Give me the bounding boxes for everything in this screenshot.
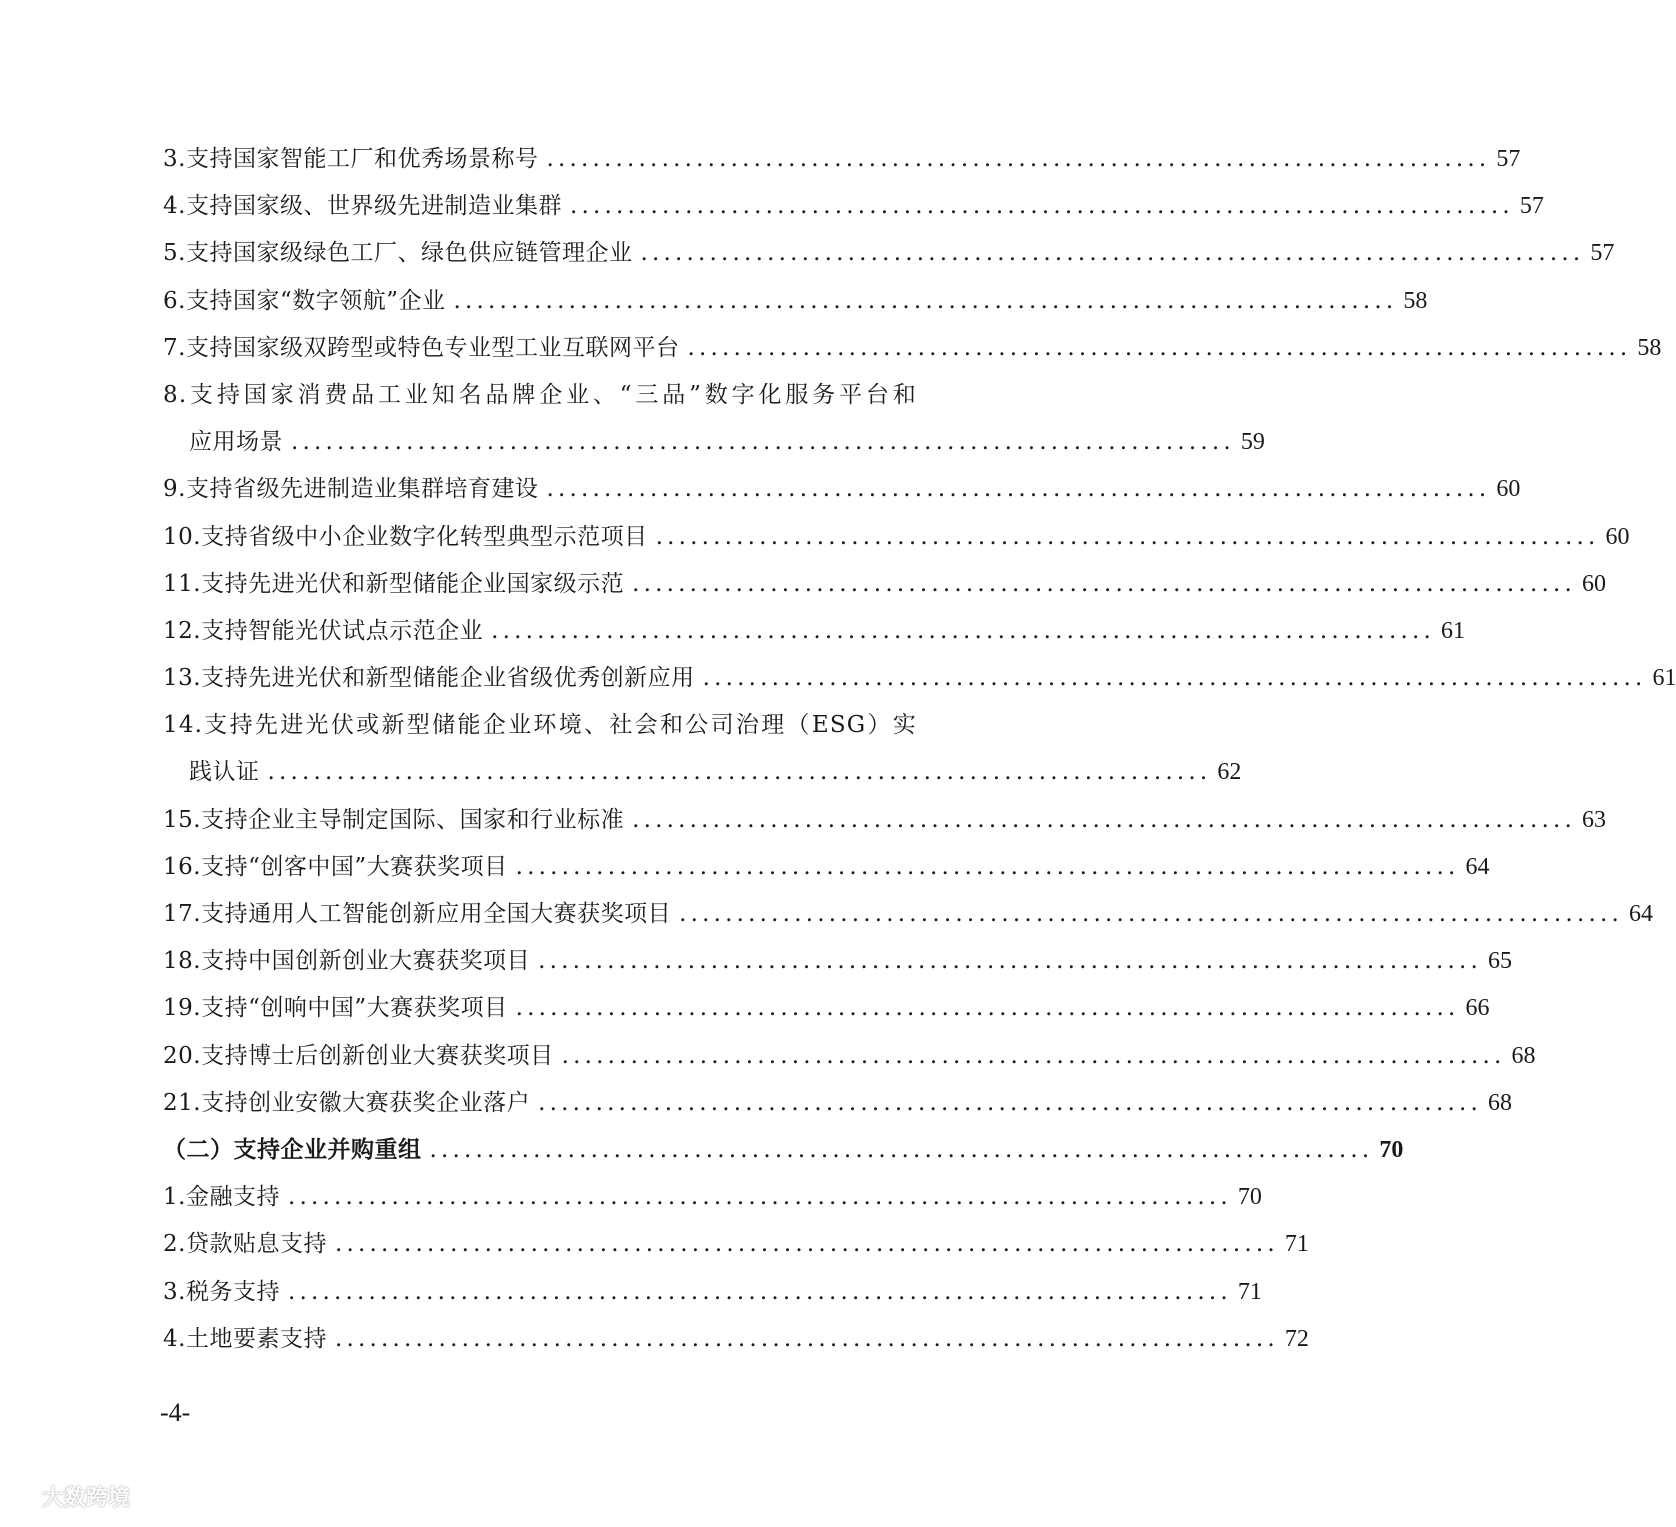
toc-entry[interactable] [163,230,1615,277]
toc-leader-dots: .................................................................................. [515,853,1460,880]
toc-entry[interactable] [163,1316,1309,1363]
toc-entry-title: 3.支持国家智能工厂和优秀场景称号 [163,146,539,172]
toc-entry-page: 71 [1284,1231,1309,1258]
page-number: -4- [160,1398,191,1427]
toc-entry-title: 19.支持“创响中国”大赛获奖项目 [163,995,508,1022]
toc-leader-dots: .................................................................................. [267,759,1212,786]
toc-leader-dots: .................................................................................. [702,665,1647,692]
toc-entry[interactable] [163,278,1428,325]
toc-leader-dots: .................................................................................. [287,1184,1232,1211]
toc-entry-page: 70 [1237,1184,1262,1211]
toc-leader-dots: .................................................................................. [632,806,1576,833]
toc-leader-dots: .................................................................................. [538,1089,1482,1116]
toc-leader-dots: .................................................................................. [632,570,1576,597]
toc-entry-title: 1.金融支持 [163,1184,280,1211]
toc-entry-title-line2: 应用场景 [189,429,283,456]
toc-entry-title: 10.支持省级中小企业数字化转型典型示范项目 [163,523,648,550]
toc-entry-title: 5.支持国家级绿色工厂、绿色供应链管理企业 [163,240,633,267]
toc-leader-dots: .................................................................................. [491,617,1435,644]
toc-entry-title: 4.土地要素支持 [163,1325,327,1352]
toc-entry-page: 57 [1496,146,1521,172]
toc-entry-page: 70 [1379,1136,1404,1163]
toc-entry-page: 61 [1652,665,1676,692]
toc-entry-page: 71 [1237,1278,1262,1305]
toc-entry[interactable] [163,1033,1536,1080]
toc-entry-title: 18.支持中国创新创业大赛获奖项目 [163,948,531,975]
toc-entry-page: 60 [1581,570,1606,597]
toc-leader-dots: .................................................................................. [640,240,1585,267]
toc-entry-page: 60 [1605,523,1630,550]
toc-entry[interactable] [163,1174,1262,1221]
toc-leader-dots: .................................................................................. [679,901,1623,928]
toc-entry-page: 62 [1217,759,1242,786]
toc-entry[interactable] [163,797,1606,844]
toc-entry-page: 68 [1511,1042,1536,1069]
table-of-contents [163,136,1676,1363]
toc-entry-title-line1: 14.支持先进光伏或新型储能企业环境、社会和公司治理（ESG）实 [163,712,917,739]
toc-leader-dots: .................................................................................. [546,146,1491,172]
toc-entry-page: 58 [1637,334,1662,361]
toc-leader-dots: .................................................................................. [569,193,1514,220]
toc-entry[interactable] [163,844,1490,891]
toc-entry-page: 60 [1496,476,1521,503]
toc-entry[interactable] [163,938,1512,985]
toc-entry[interactable] [163,655,1676,702]
watermark [8,1481,130,1512]
toc-entry-title: 15.支持企业主导制定国际、国家和行业标准 [163,806,625,833]
toc-entry-page: 57 [1590,240,1615,267]
toc-entry-page: 64 [1465,853,1490,880]
toc-entry-page: 58 [1403,287,1428,314]
toc-entry[interactable] [163,183,1544,230]
toc-leader-dots: .................................................................................. [561,1042,1506,1069]
toc-entry-title: 13.支持先进光伏和新型储能企业省级优秀创新应用 [163,665,695,692]
toc-entry-page: 68 [1487,1089,1512,1116]
toc-entry-title: 12.支持智能光伏试点示范企业 [163,617,484,644]
toc-entry-page: 72 [1284,1325,1309,1352]
toc-entry[interactable] [163,985,1490,1032]
toc-entry-page: 66 [1465,995,1490,1022]
toc-entry-page: 57 [1519,193,1544,220]
toc-leader-dots: .................................................................................. [334,1325,1279,1352]
toc-entry-title: 21.支持创业安徽大赛获奖企业落户 [163,1089,531,1116]
toc-leader-dots: .................................................................................. [655,523,1600,550]
toc-entry-title: 6.支持国家“数字领航”企业 [163,287,446,314]
toc-entry[interactable] [163,891,1653,938]
toc-entry-page: 61 [1440,617,1465,644]
toc-entry-title: 4.支持国家级、世界级先进制造业集群 [163,193,562,220]
toc-entry[interactable] [163,608,1465,655]
toc-entry-title-line2: 践认证 [189,759,260,786]
toc-entry-title: （二）支持企业并购重组 [163,1136,422,1163]
toc-entry[interactable] [163,466,1521,513]
toc-entry-title: 16.支持“创客中国”大赛获奖项目 [163,853,508,880]
toc-entry-title: 7.支持国家级双跨型或特色专业型工业互联网平台 [163,334,680,361]
toc-leader-dots: .................................................................................. [334,1231,1279,1258]
toc-leader-dots: .................................................................................. [538,948,1482,975]
toc-section-heading[interactable] [163,1127,1404,1174]
toc-entry-title: 3.税务支持 [163,1278,280,1305]
watermark-text: 大数跨境 [42,1486,131,1511]
toc-entry[interactable] [163,514,1630,561]
toc-entry-title: 20.支持博士后创新创业大赛获奖项目 [163,1042,554,1069]
toc-entry-title-line1: 8.支持国家消费品工业知名品牌企业、“三品”数字化服务平台和 [163,381,917,408]
toc-entry[interactable] [163,702,1242,796]
toc-entry[interactable] [163,1080,1512,1127]
toc-leader-dots: .................................................................................. [546,476,1491,503]
toc-entry[interactable] [163,1269,1262,1316]
toc-entry-page: 63 [1581,806,1606,833]
toc-entry-title: 2.贷款贴息支持 [163,1231,327,1258]
toc-entry-title: 17.支持通用人工智能创新应用全国大赛获奖项目 [163,901,672,928]
toc-leader-dots: .................................................................................. [687,334,1632,361]
toc-entry[interactable] [163,136,1521,183]
toc-leader-dots: .................................................................................. [291,429,1235,456]
toc-entry-title: 11.支持先进光伏和新型储能企业国家级示范 [163,570,625,597]
toc-entry-page: 65 [1487,948,1512,975]
toc-leader-dots: .................................................................................. [515,995,1460,1022]
toc-leader-dots: .................................................................................. [429,1136,1374,1163]
toc-leader-dots: .................................................................................. [453,287,1398,314]
toc-leader-dots: .................................................................................. [287,1278,1232,1305]
toc-entry[interactable] [163,1221,1309,1268]
toc-entry[interactable] [163,372,1265,466]
weibo-logo-icon [8,1484,38,1510]
toc-entry[interactable] [163,325,1662,372]
toc-entry[interactable] [163,561,1606,608]
toc-entry-page: 59 [1240,429,1265,456]
toc-entry-title: 9.支持省级先进制造业集群培育建设 [163,476,539,503]
toc-entry-page: 64 [1628,901,1653,928]
